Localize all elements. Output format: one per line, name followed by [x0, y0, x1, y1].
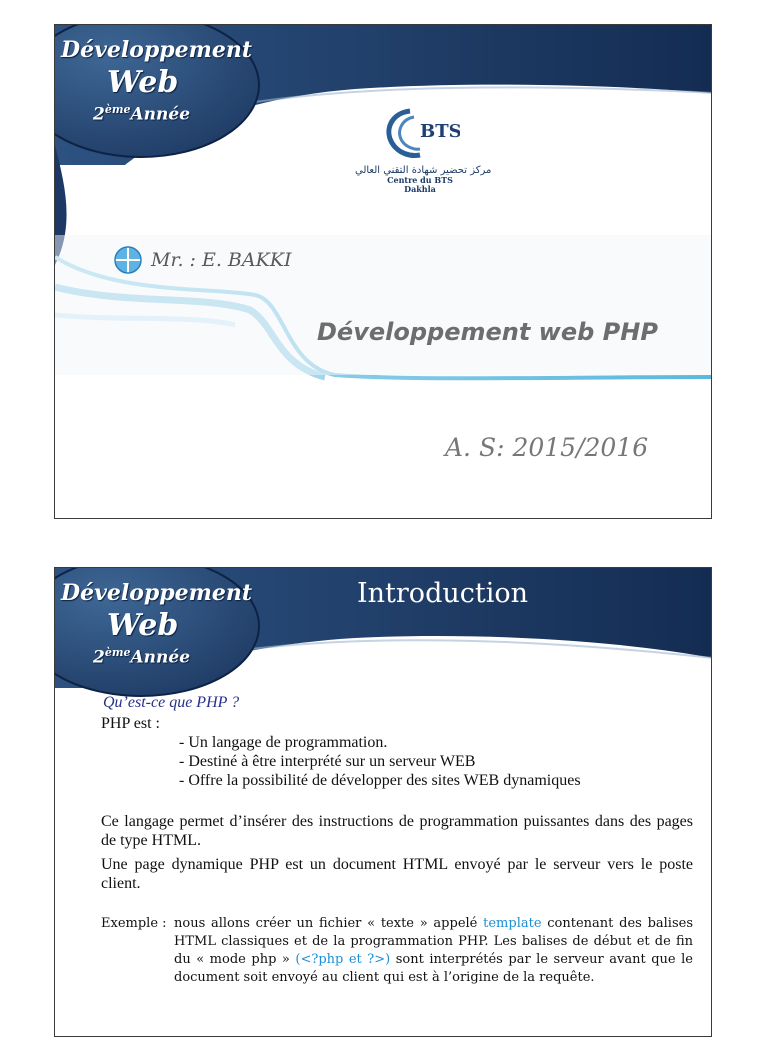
- bts-logo: [355, 107, 492, 194]
- example-label: Exemple :: [101, 916, 167, 931]
- badge-year-number: 2: [93, 104, 105, 125]
- title-slide: [54, 24, 712, 519]
- bts-logo-text: BTS: [420, 121, 460, 142]
- example-paragraph: [101, 915, 693, 987]
- academic-year: A. S: 2015/2016: [445, 433, 649, 462]
- intro-slide: [54, 567, 712, 1037]
- bts-arabic-text: مركز تحضير شهادة التقني العالي: [355, 165, 492, 176]
- slide-title: Introduction: [357, 578, 528, 609]
- badge-line-1: Développement: [61, 37, 253, 63]
- badge-line-2: Web: [107, 608, 179, 643]
- bts-logo-icon: [380, 107, 460, 159]
- badge-year-suffix: ème: [104, 646, 131, 659]
- example-text-1: nous allons créer un fichier « texte » appelé: [174, 916, 478, 931]
- bullet-item: - Offre la possibilité de développer des sites WEB dynamiques: [179, 772, 581, 789]
- author-line: [113, 245, 292, 275]
- paragraph-1: Ce langage permet d’insérer des instructions de programmation puissantes dans des pages de type HTML.: [101, 813, 693, 849]
- badge-year-word: Année: [130, 104, 191, 125]
- badge-year-suffix: ème: [104, 103, 131, 116]
- globe-icon: [113, 245, 143, 275]
- badge-line-3: [93, 646, 190, 668]
- question-heading: Qu’est-ce que PHP ?: [103, 694, 240, 711]
- slide-content: [101, 694, 693, 987]
- example-text-2: contenant des balises HTML classiques et de la programmation PHP. Les balises de début et de fin du « mode php »: [174, 916, 693, 967]
- badge-line-1: Développement: [61, 580, 253, 606]
- badge-line-3: [93, 103, 190, 125]
- template-highlight: template: [483, 916, 542, 931]
- bullet-item: - Destiné à être interprété sur un serveur WEB: [179, 753, 476, 770]
- author-name: Mr. : E. BAKKI: [151, 249, 292, 271]
- php-est-label: PHP est :: [101, 715, 160, 732]
- paragraph-2: Une page dynamique PHP est un document HTML envoyé par le serveur vers le poste client.: [101, 856, 693, 892]
- bts-centre-text: Centre du BTS: [387, 175, 453, 185]
- bullet-item: - Un langage de programmation.: [179, 734, 388, 751]
- php-tags-highlight: (<?php et ?>): [295, 952, 391, 967]
- presentation-title: Développement web PHP: [317, 318, 658, 346]
- example-text-3: sont interprétés par le serveur avant que le document soit envoyé au client qui est à l’origine de la requête.: [174, 952, 693, 985]
- badge-line-2: Web: [107, 65, 179, 100]
- badge-year-word: Année: [130, 647, 191, 668]
- badge-year-number: 2: [93, 647, 105, 668]
- bts-city-text: Dakhla: [404, 184, 436, 194]
